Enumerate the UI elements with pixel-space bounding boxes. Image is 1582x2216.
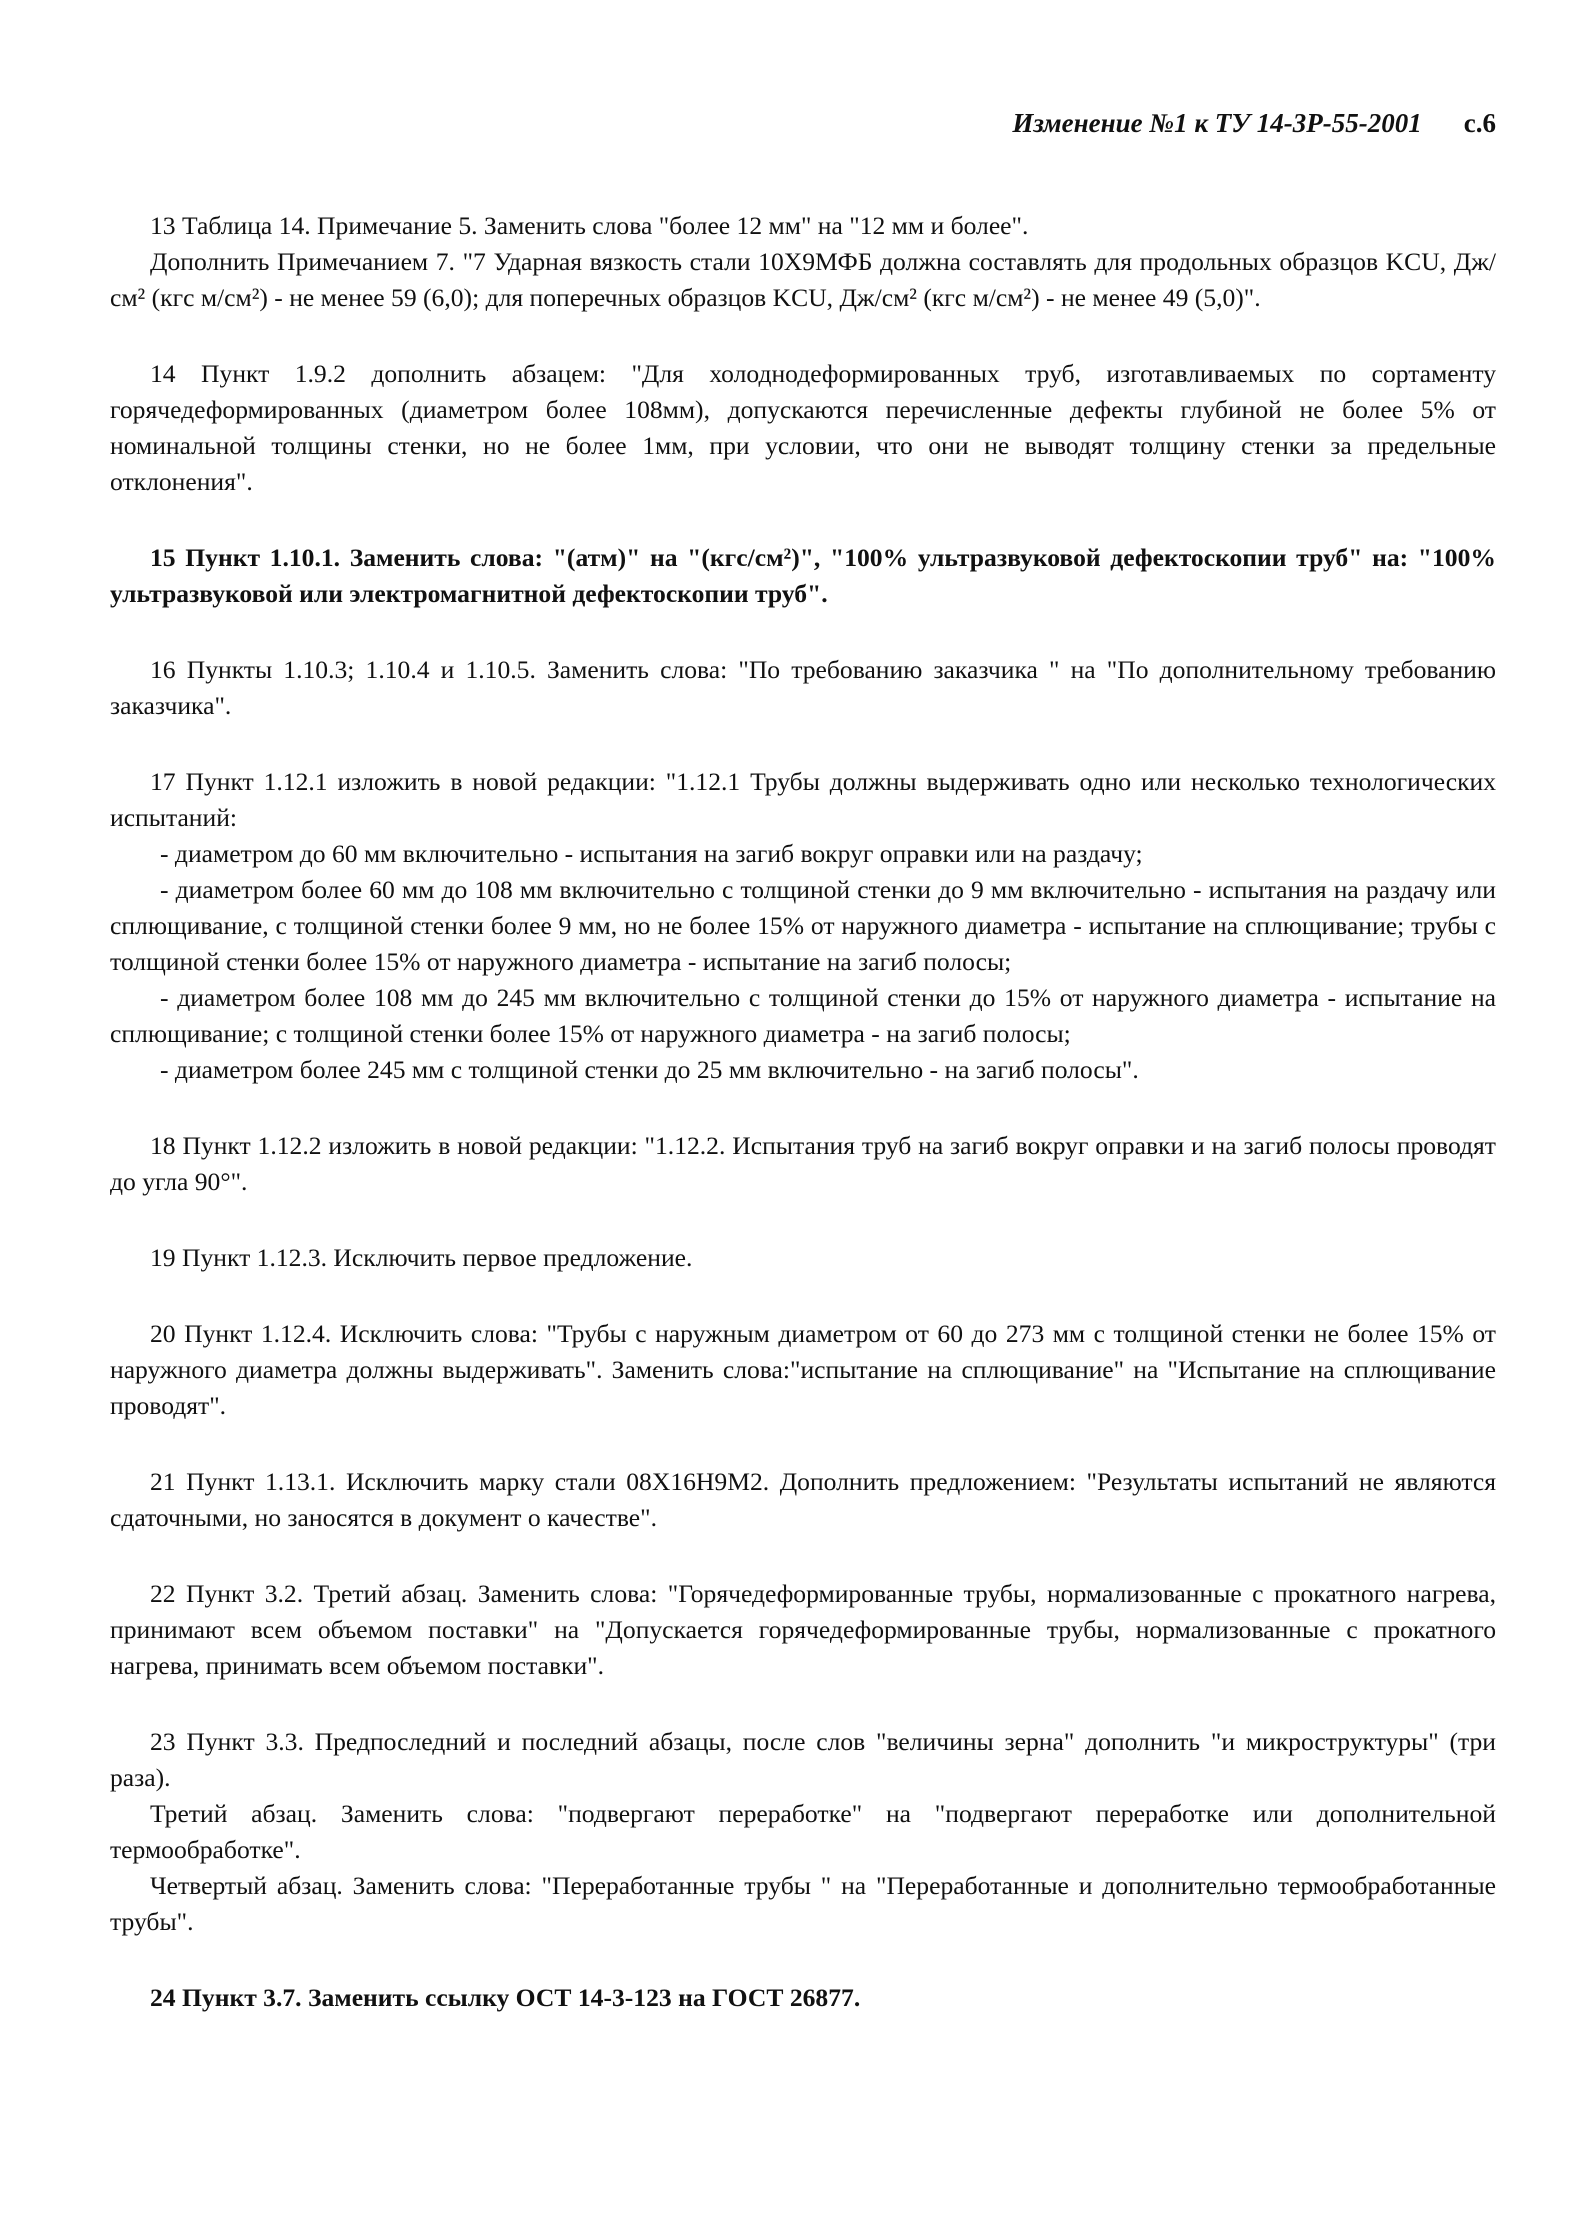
paragraph-23: 23 Пункт 3.3. Предпоследний и последний абзацы, после слов "величины зерна" дополнить "и микроструктуры" (три раза). bbox=[110, 1727, 1496, 1792]
paragraph-23-third: Третий абзац. Заменить слова: "подвергают переработке" на "подвергают переработке или дополнительной термообработке". bbox=[110, 1799, 1496, 1864]
paragraph-17-item-1: - диаметром до 60 мм включительно - испытания на загиб вокруг оправки или на раздачу; bbox=[160, 839, 1143, 868]
paragraph-22: 22 Пункт 3.2. Третий абзац. Заменить слова: "Горячедеформированные трубы, нормализованные с прокатного нагрева, принимают всем объемом поставки" на "Допускается горячедеформированные трубы, нормализованные с прокатного нагрева, принимать всем объемом поставки". bbox=[110, 1579, 1496, 1680]
paragraph-17-item-2: - диаметром более 60 мм до 108 мм включительно с толщиной стенки до 9 мм включительно - испытания на раздачу или сплющивание, с толщиной стенки более 9 мм, но не более 15% от наружного диаметра - испытание на сплющивание; трубы с толщиной стенки более 15% от наружного диаметра - испытание на загиб полосы; bbox=[110, 875, 1496, 976]
paragraph-18: 18 Пункт 1.12.2 изложить в новой редакции: "1.12.2. Испытания труб на загиб вокруг оправки и на загиб полосы проводят до угла 90°". bbox=[110, 1131, 1496, 1196]
paragraph-16: 16 Пункты 1.10.3; 1.10.4 и 1.10.5. Заменить слова: "По требованию заказчика " на "По дополнительному требованию заказчика". bbox=[110, 655, 1496, 720]
paragraph-21: 21 Пункт 1.13.1. Исключить марку стали 08Х16Н9М2. Дополнить предложением: "Результаты испытаний не являются сдаточными, но заносятся в документ о качестве". bbox=[110, 1467, 1496, 1532]
paragraph-20: 20 Пункт 1.12.4. Исключить слова: "Трубы с наружным диаметром от 60 до 273 мм с толщиной стенки не более 15% от наружного диаметра должны выдерживать". Заменить слова:"испытание на сплющивание" на "Испытание на сплющивание проводят". bbox=[110, 1319, 1496, 1420]
paragraph-17-item-4: - диаметром более 245 мм с толщиной стенки до 25 мм включительно - на загиб полосы". bbox=[160, 1055, 1139, 1084]
paragraph-24: 24 Пункт 3.7. Заменить ссылку ОСТ 14-3-123 на ГОСТ 26877. bbox=[150, 1983, 861, 2012]
paragraph-23-fourth: Четвертый абзац. Заменить слова: "Переработанные трубы " на "Переработанные и дополнительно термообработанные трубы". bbox=[110, 1871, 1496, 1936]
paragraph-14: 14 Пункт 1.9.2 дополнить абзацем: "Для холоднодеформированных труб, изготавливаемых по сортаменту горячедеформированных (диаметром более 108мм), допускаются перечисленные дефекты глубиной не более 5% от номинальной толщины стенки, но не более 1мм, при условии, что они не выводят толщину стенки за предельные отклонения". bbox=[110, 359, 1496, 496]
paragraph-19: 19 Пункт 1.12.3. Исключить первое предложение. bbox=[150, 1243, 693, 1272]
document-body bbox=[110, 208, 1496, 2016]
paragraph-13: 13 Таблица 14. Примечание 5. Заменить слова "более 12 мм" на "12 мм и более". bbox=[150, 211, 1029, 240]
page-number: с.6 bbox=[1463, 108, 1496, 138]
paragraph-15: 15 Пункт 1.10.1. Заменить слова: "(атм)" на "(кгс/см²)", "100% ультразвуковой дефектоскопии труб" на: "100% ультразвуковой или электромагнитной дефектоскопии труб". bbox=[110, 543, 1496, 608]
paragraph-13-note: Дополнить Примечанием 7. "7 Ударная вязкость стали 10Х9МФБ должна составлять для продольных образцов KCU, Дж/см² (кгс м/см²) - не менее 59 (6,0); для поперечных образцов KCU, Дж/см² (кгс м/см²) - не менее 49 (5,0)". bbox=[110, 247, 1496, 312]
page-header bbox=[1012, 108, 1496, 139]
paragraph-17: 17 Пункт 1.12.1 изложить в новой редакции: "1.12.1 Трубы должны выдерживать одно или несколько технологических испытаний: bbox=[110, 767, 1496, 832]
document-title: Изменение №1 к ТУ 14-3Р-55-2001 bbox=[1012, 108, 1422, 138]
paragraph-17-item-3: - диаметром более 108 мм до 245 мм включительно с толщиной стенки до 15% от наружного диаметра - испытание на сплющивание; с толщиной стенки более 15% от наружного диаметра - на загиб полосы; bbox=[110, 983, 1496, 1048]
